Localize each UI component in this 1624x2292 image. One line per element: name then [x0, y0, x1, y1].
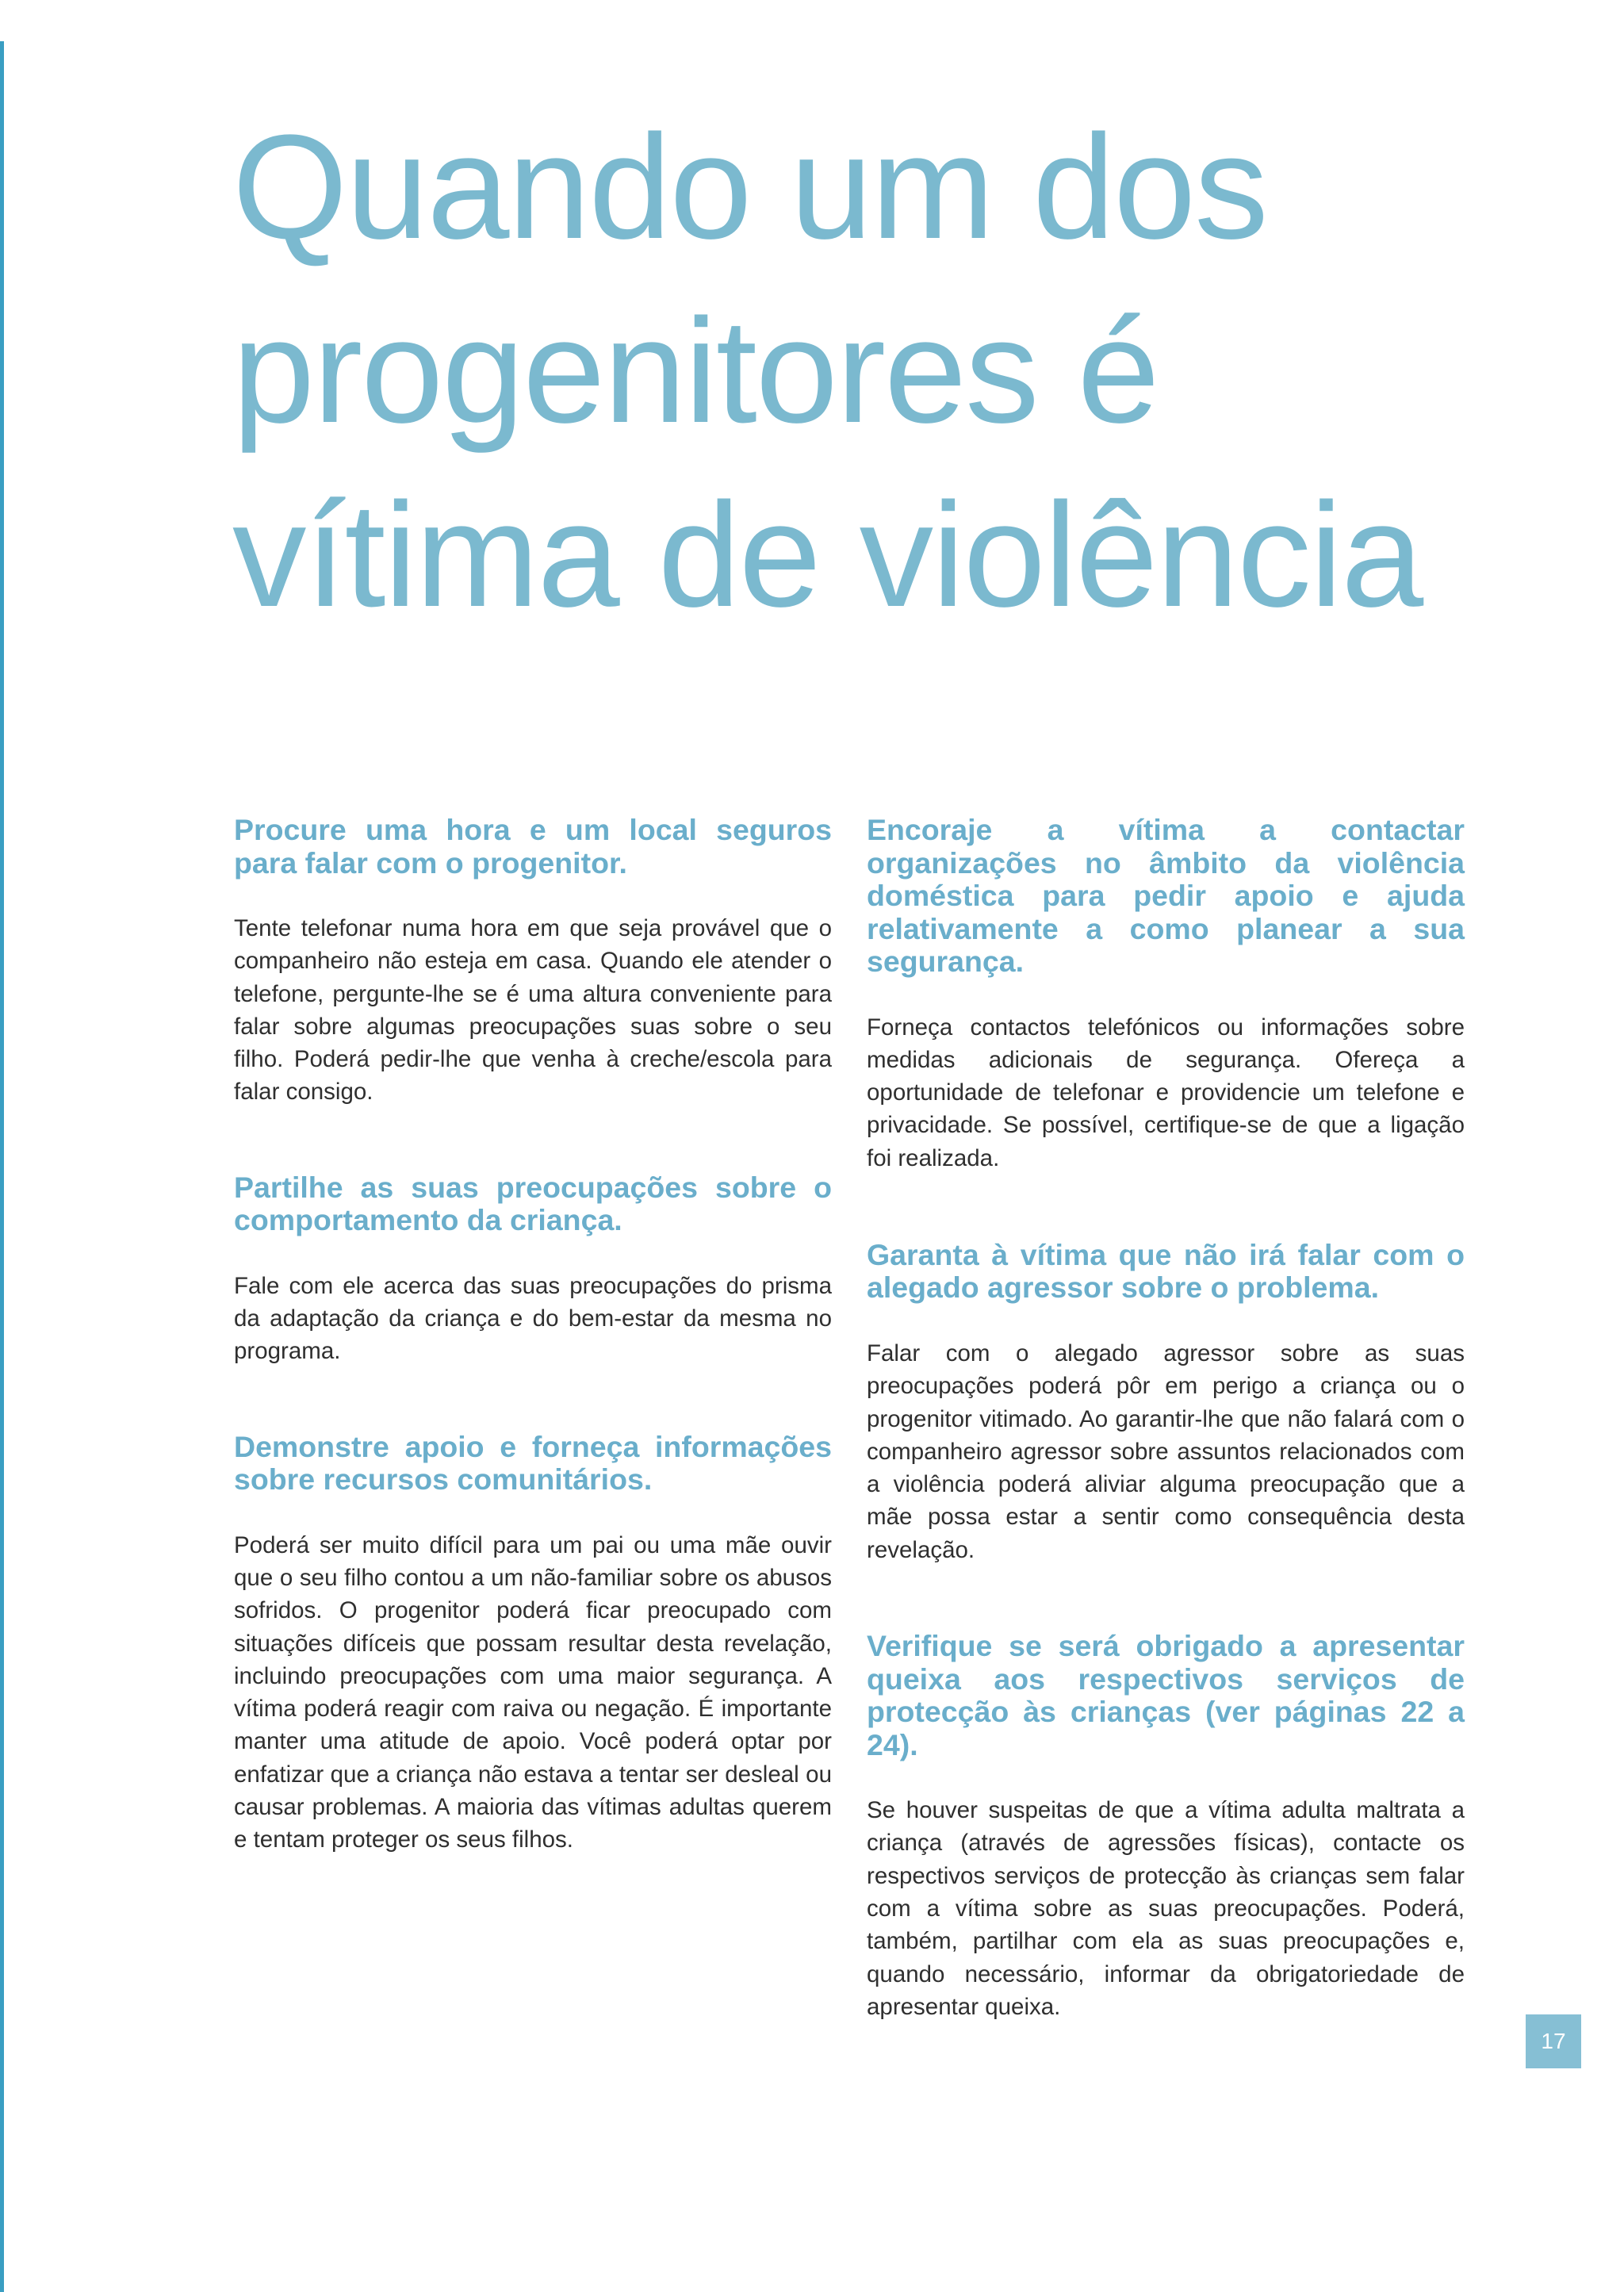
section-show-support	[234, 1431, 832, 1857]
section-body: Poderá ser muito difícil para um pai ou uma mãe ouvir que o seu filho contou a um não-familiar sobre os abusos sofridos. O progenitor poderá ficar preocupado com situações difíceis que possam resultar desta revelação, incluindo preocupações com uma maior segurança. A vítima poderá reagir com raiva ou negação. É importante manter uma atitude de apoio. Você poderá optar por enfatizar que a criança não estava a tentar ser desleal ou causar problemas. A maioria das vítimas adultas querem e tentam proteger os seus filhos.	[234, 1531, 832, 1853]
section-heading: Encoraje a vítima a contactar organizações no âmbito da violência doméstica para pedir apoio e ajuda relativamente a como planear a sua segurança.	[867, 813, 1465, 978]
section-safe-time-place	[234, 814, 832, 1109]
section-body: Falar com o alegado agressor sobre as suas preocupações poderá pôr em perigo a criança ou o progenitor vitimado. Ao garantir-lhe que não falará com o companheiro agressor sobre assuntos relacionados com a violência poderá aliviar alguma preocupação que a mãe possa estar a sentir como consequência desta revelação.	[867, 1340, 1465, 1563]
left-accent-rule	[0, 41, 4, 2292]
section-body: Tente telefonar numa hora em que seja provável que o companheiro não esteja em casa. Quando ele atender o telefone, pergunte-lhe se é uma altura conveniente para falar sobre algumas preocupações suas sobre o seu filho. Poderá pedir-lhe que venha à creche/escola para falar consigo.	[234, 915, 832, 1106]
section-reassure-victim	[867, 1239, 1465, 1566]
section-share-concerns	[234, 1171, 832, 1368]
section-report-obligation	[867, 1630, 1465, 2023]
section-encourage-contact	[867, 814, 1465, 1175]
section-heading: Garanta à vítima que não irá falar com o alegado agressor sobre o problema.	[867, 1237, 1465, 1305]
page-title: Quando um dos progenitores é vítima de violência	[232, 104, 1423, 638]
left-column	[234, 814, 832, 1857]
right-column	[867, 814, 1465, 2023]
page-number-badge: 17	[1526, 2014, 1581, 2068]
section-heading: Procure uma hora e um local seguros para falar com o progenitor.	[234, 813, 832, 880]
section-heading: Demonstre apoio e forneça informações sobre recursos comunitários.	[234, 1429, 832, 1497]
section-body: Se houver suspeitas de que a vítima adulta maltrata a criança (através de agressões físicas), contacte os respectivos serviços de protecção às crianças sem falar com a vítima sobre as suas preocupações. Poderá, também, partilhar com ela as suas preocupações e, quando necessário, informar da obrigatoriedade de apresentar queixa.	[867, 1797, 1465, 2020]
section-body: Fale com ele acerca das suas preocupações do prisma da adaptação da criança e do bem-estar da mesma no programa.	[234, 1272, 832, 1365]
section-heading: Verifique se será obrigado a apresentar queixa aos respectivos serviços de protecção às crianças (ver páginas 22 a 24).	[867, 1629, 1465, 1761]
section-heading: Partilhe as suas preocupações sobre o comportamento da criança.	[234, 1170, 832, 1237]
section-body: Forneça contactos telefónicos ou informações sobre medidas adicionais de segurança. Ofereça a oportunidade de telefonar e providencie um telefone e privacidade. Se possível, certifique-se de que a ligação foi realizada.	[867, 1014, 1465, 1171]
